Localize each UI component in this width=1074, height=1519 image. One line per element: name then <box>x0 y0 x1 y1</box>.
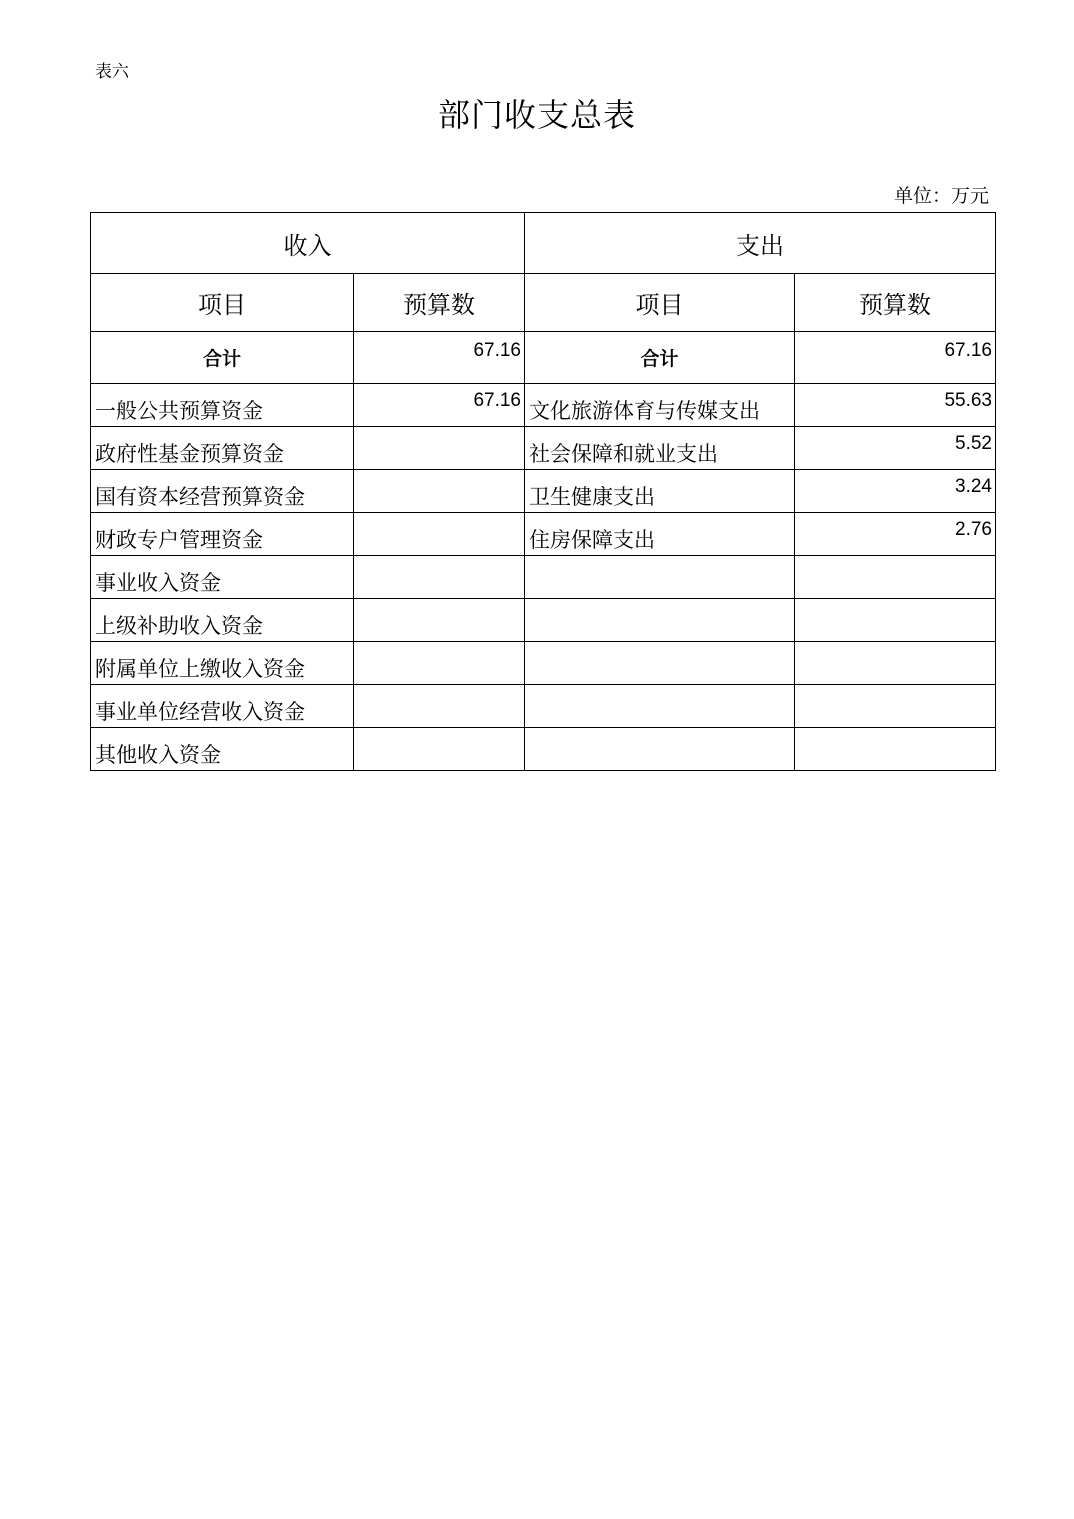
expense-value: 3.24 <box>795 470 996 513</box>
expense-item: 住房保障支出 <box>525 513 795 556</box>
table-number: 表六 <box>95 62 129 82</box>
table-row <box>91 685 996 728</box>
expense-budget-header: 预算数 <box>795 274 996 332</box>
income-budget-header: 预算数 <box>354 274 525 332</box>
expense-item <box>525 599 795 642</box>
group-header-row <box>91 213 996 274</box>
income-value <box>354 685 525 728</box>
expense-item <box>525 642 795 685</box>
income-value <box>354 556 525 599</box>
expense-item: 卫生健康支出 <box>525 470 795 513</box>
expense-item: 文化旅游体育与传媒支出 <box>525 384 795 427</box>
expense-value <box>795 685 996 728</box>
expense-value <box>795 642 996 685</box>
expense-item <box>525 685 795 728</box>
expense-item-header: 项目 <box>525 274 795 332</box>
table-row <box>91 384 996 427</box>
income-item: 事业收入资金 <box>91 556 354 599</box>
expense-item: 社会保障和就业支出 <box>525 427 795 470</box>
table-row <box>91 599 996 642</box>
income-group-header: 收入 <box>91 213 525 274</box>
expense-total-label: 合计 <box>525 332 795 384</box>
income-value <box>354 427 525 470</box>
expense-value: 55.63 <box>795 384 996 427</box>
income-item: 上级补助收入资金 <box>91 599 354 642</box>
table-row <box>91 427 996 470</box>
expense-value <box>795 728 996 771</box>
expense-value: 5.52 <box>795 427 996 470</box>
income-value <box>354 470 525 513</box>
column-header-row <box>91 274 996 332</box>
income-value: 67.16 <box>354 384 525 427</box>
income-value <box>354 513 525 556</box>
page-title: 部门收支总表 <box>437 96 636 134</box>
table-row <box>91 556 996 599</box>
expense-total-value: 67.16 <box>795 332 996 384</box>
income-item: 一般公共预算资金 <box>91 384 354 427</box>
income-item: 附属单位上缴收入资金 <box>91 642 354 685</box>
expense-group-header: 支出 <box>525 213 996 274</box>
unit-label: 单位：万元 <box>893 185 989 207</box>
expense-item <box>525 728 795 771</box>
table-row <box>91 642 996 685</box>
expense-value: 2.76 <box>795 513 996 556</box>
income-total-value: 67.16 <box>354 332 525 384</box>
income-item: 财政专户管理资金 <box>91 513 354 556</box>
income-item: 其他收入资金 <box>91 728 354 771</box>
budget-table <box>90 212 996 771</box>
income-total-label: 合计 <box>91 332 354 384</box>
expense-item <box>525 556 795 599</box>
expense-value <box>795 599 996 642</box>
income-item: 事业单位经营收入资金 <box>91 685 354 728</box>
income-item-header: 项目 <box>91 274 354 332</box>
income-item: 政府性基金预算资金 <box>91 427 354 470</box>
income-value <box>354 728 525 771</box>
total-row <box>91 332 996 384</box>
income-value <box>354 642 525 685</box>
income-item: 国有资本经营预算资金 <box>91 470 354 513</box>
table-row <box>91 728 996 771</box>
table-row <box>91 470 996 513</box>
expense-value <box>795 556 996 599</box>
table-row <box>91 513 996 556</box>
income-value <box>354 599 525 642</box>
